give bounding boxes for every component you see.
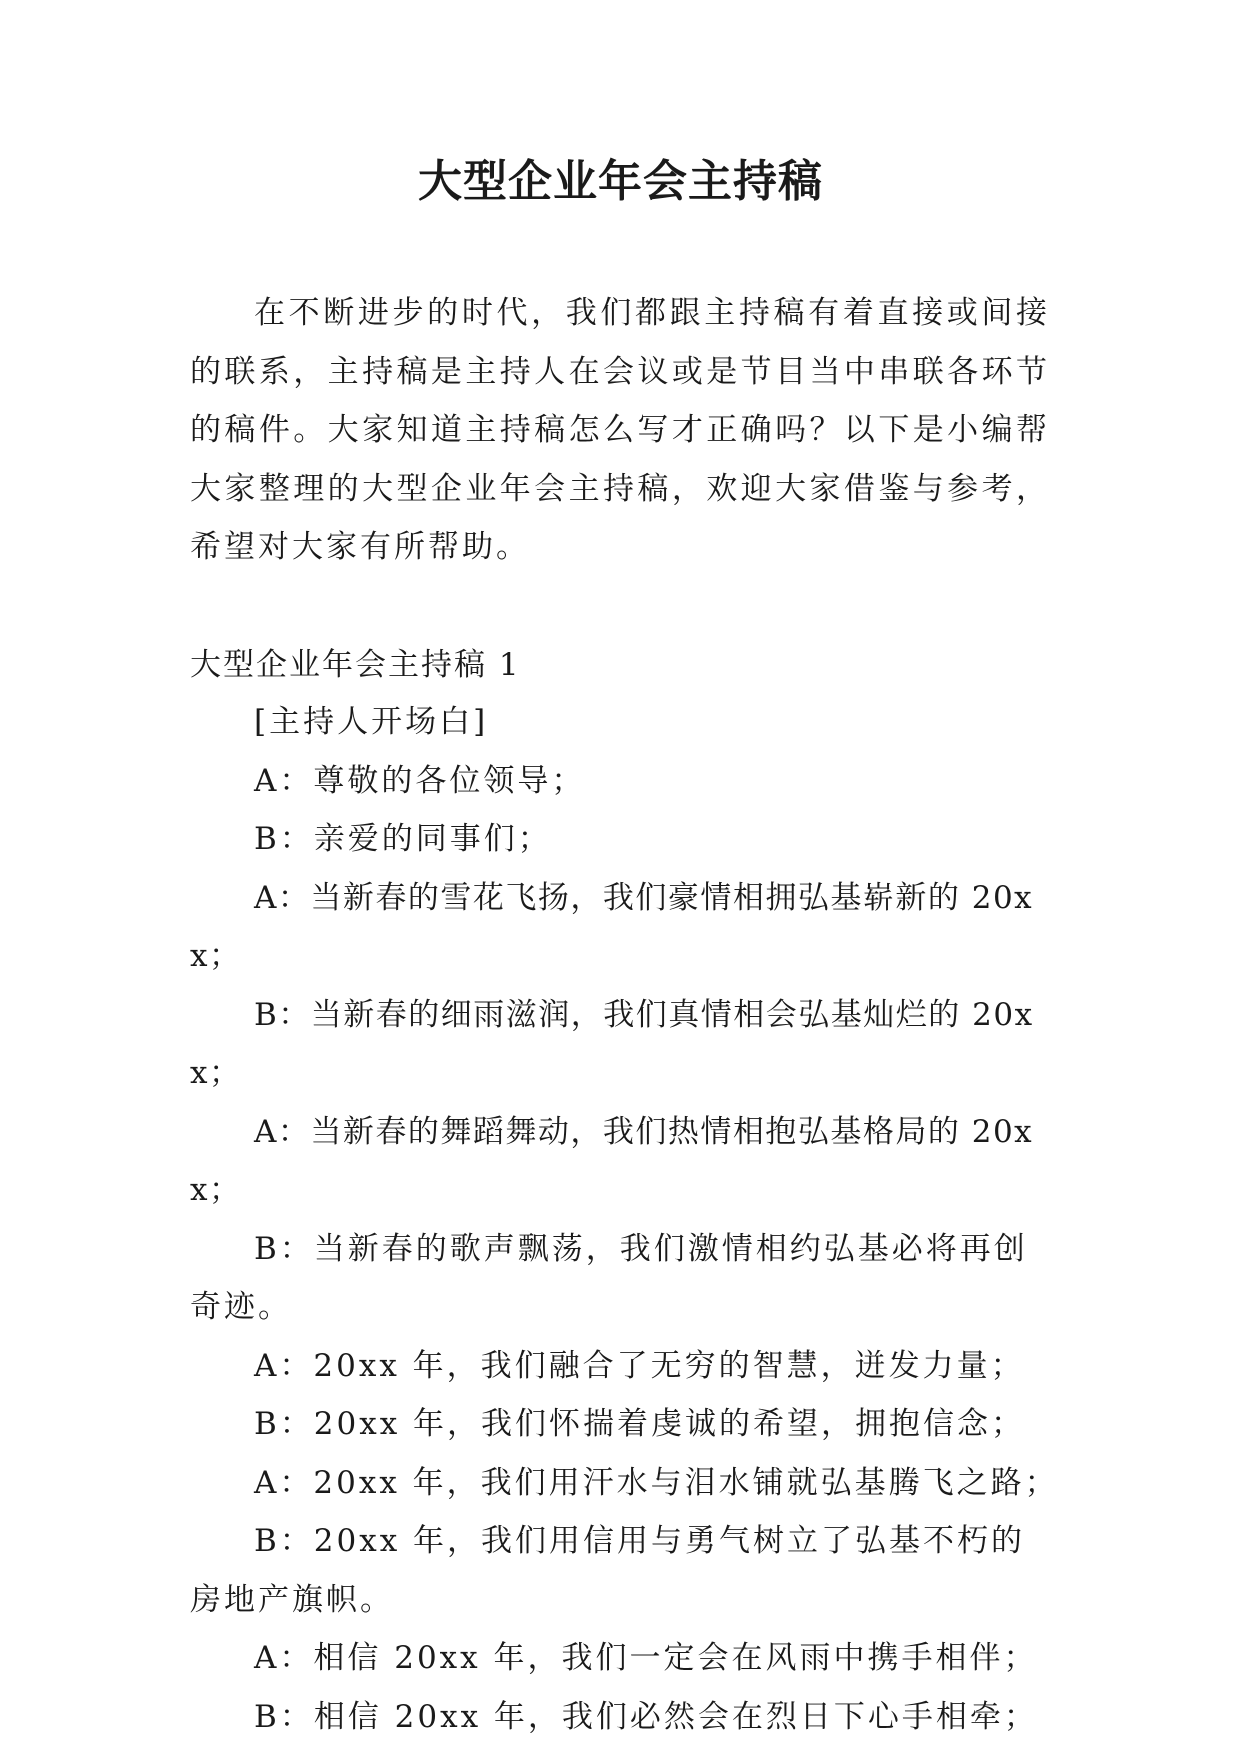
- intro-paragraph: 在不断进步的时代，我们都跟主持稿有着直接或间接的联系，主持稿是主持人在会议或是节目当中串联各环节的稿件。大家知道主持稿怎么写才正确吗？以下是小编帮大家整理的大型企业年会主持稿，欢迎大家借鉴与参考，希望对大家有所帮助。: [190, 295, 1050, 565]
- script-line: B：亲爱的同事们；: [254, 821, 552, 857]
- script-line: A：相信 20xx 年，我们一定会在风雨中携手相伴；: [254, 1640, 1038, 1676]
- host-script: [190, 693, 1070, 1746]
- script-line: A：当新春的舞蹈舞动，我们热情相抱弘基格局的 20xx；: [190, 1113, 1034, 1208]
- script-line: A：20xx 年，我们用汗水与泪水铺就弘基腾飞之路；: [254, 1464, 1059, 1501]
- script-line: [主持人开场白]: [254, 704, 489, 740]
- script-line: B：当新春的细雨滋润，我们真情相会弘基灿烂的 20xx；: [190, 996, 1034, 1091]
- script-line: A：20xx 年，我们融合了无穷的智慧，迸发力量；: [254, 1347, 1025, 1384]
- script-line: B：20xx 年，我们用信用与勇气树立了弘基不朽的房地产旗帜。: [190, 1523, 1026, 1618]
- script-line: B：当新春的歌声飘荡，我们激情相约弘基必将再创奇迹。: [190, 1230, 1028, 1325]
- document-title: 大型企业年会主持稿: [418, 156, 823, 207]
- section-heading: 大型企业年会主持稿 1: [190, 647, 521, 683]
- script-line: A：当新春的雪花飞扬，我们豪情相拥弘基崭新的 20xx；: [190, 879, 1034, 974]
- script-line: B：相信 20xx 年，我们必然会在烈日下心手相牵；: [254, 1698, 1038, 1735]
- script-line: B：20xx 年，我们怀揣着虔诚的希望，拥抱信念；: [254, 1406, 1026, 1442]
- script-line: A：尊敬的各位领导；: [254, 762, 586, 799]
